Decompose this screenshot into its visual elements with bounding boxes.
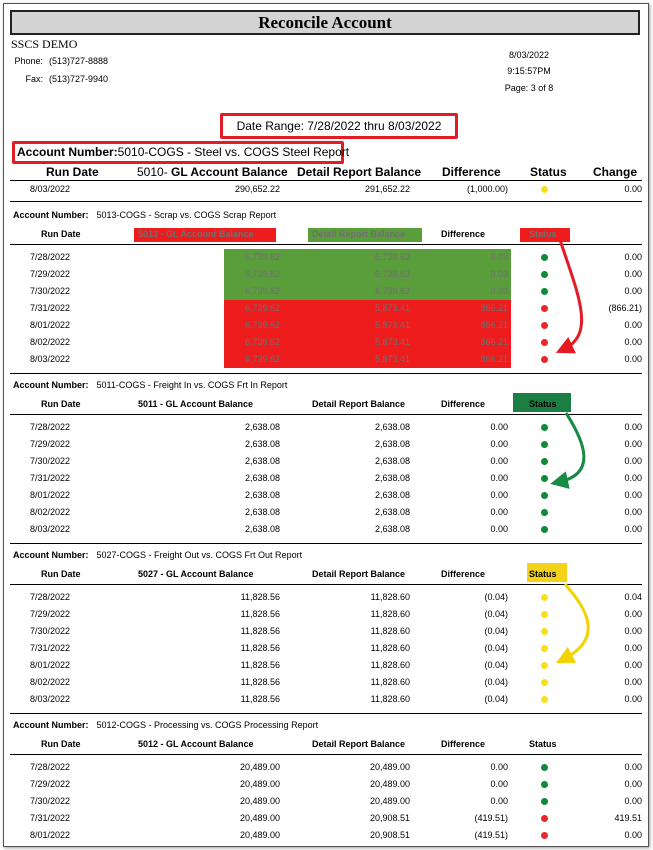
section-header-status: Status: [529, 399, 557, 409]
row-change: 0.00: [624, 320, 642, 330]
row-date: 7/28/2022: [30, 252, 71, 262]
row-date: 7/30/2022: [30, 286, 71, 296]
row-difference: 0.00: [490, 779, 508, 789]
row-gl-balance: 2,638.08: [244, 507, 280, 517]
row-detail-balance: 11,828.60: [370, 609, 410, 619]
page-number: Page: 3 of 8: [504, 83, 554, 93]
row-gl-balance: 11,828.56: [240, 609, 280, 619]
row-change: 0.00: [624, 796, 642, 806]
row-difference: 866.21: [480, 303, 508, 313]
section-header-difference: Difference: [441, 399, 486, 409]
row-gl-balance: 20,489.00: [239, 830, 280, 840]
row-detail-balance: 2,638.08: [374, 456, 410, 466]
section-account-label: Account Number:: [13, 550, 89, 560]
row-date: 7/28/2022: [30, 762, 71, 772]
row-detail-balance: 5,873.41: [374, 354, 410, 364]
row-gl-balance: 6,739.62: [244, 252, 280, 262]
section-header-run-date: Run Date: [41, 569, 81, 579]
row-change: 0.00: [624, 354, 642, 364]
section-header-status: Status: [529, 569, 557, 579]
row-gl-balance: 6,739.62: [244, 354, 280, 364]
company-name: SSCS DEMO: [11, 37, 78, 51]
row-change: 0.00: [624, 269, 642, 279]
row-change: (866.21): [608, 303, 642, 313]
row-change: 0.00: [624, 252, 642, 262]
section-account-value: 5011-COGS - Freight In vs. COGS Frt In Report: [96, 380, 288, 390]
row-gl-balance: 11,828.56: [240, 643, 280, 653]
row-change: 0.00: [624, 626, 642, 636]
annotation-arrows: [4, 4, 649, 847]
row-difference: 0.00: [490, 796, 508, 806]
row-difference: 0.03: [490, 252, 508, 262]
row-change: 0.00: [624, 660, 642, 670]
row-detail-balance: 11,828.60: [370, 660, 410, 670]
row-change: 0.00: [624, 643, 642, 653]
section-account-label: Account Number:: [13, 720, 89, 730]
row-change: 0.00: [624, 490, 642, 500]
row-gl-balance: 11,828.56: [240, 592, 280, 602]
row-date: 8/01/2022: [30, 830, 71, 840]
section-header-gl: 5011 - GL Account Balance: [138, 399, 254, 409]
row-gl-balance: 2,638.08: [244, 490, 280, 500]
row-change: 0.04: [624, 592, 642, 602]
row-difference: 866.21: [480, 337, 508, 347]
row-date: 7/31/2022: [30, 303, 71, 313]
row-change: 0.00: [624, 337, 642, 347]
main-row-detail: 291,652.22: [364, 184, 410, 194]
report-page: [3, 3, 649, 847]
row-detail-balance: 20,908.51: [369, 813, 410, 823]
row-detail-balance: 5,873.41: [374, 337, 410, 347]
row-difference: (0.04): [484, 626, 508, 636]
section-header-run-date: Run Date: [41, 399, 81, 409]
row-date: 8/03/2022: [30, 354, 71, 364]
section-header-status: Status: [529, 229, 557, 239]
section-header-gl: 5012 - GL Account Balance: [138, 739, 254, 749]
row-difference: (0.04): [484, 643, 508, 653]
main-header-gl-prefix: 5010-: [137, 165, 168, 179]
row-gl-balance: 6,739.62: [244, 303, 280, 313]
row-date: 8/03/2022: [30, 524, 71, 534]
main-row-difference: (1,000.00): [466, 184, 508, 194]
row-date: 7/29/2022: [30, 439, 71, 449]
report-date: 8/03/2022: [508, 50, 550, 60]
row-change: 0.00: [624, 507, 642, 517]
section-header-status: Status: [529, 739, 557, 749]
row-change: 0.00: [624, 609, 642, 619]
row-difference: 0.00: [490, 456, 508, 466]
row-difference: (0.04): [484, 677, 508, 687]
phone-label: Phone:: [14, 56, 43, 66]
fax-label: Fax:: [25, 74, 43, 84]
row-gl-balance: 20,489.00: [239, 779, 280, 789]
row-gl-balance: 11,828.56: [240, 677, 280, 687]
row-date: 7/28/2022: [30, 422, 71, 432]
row-gl-balance: 2,638.08: [244, 456, 280, 466]
phone-value: (513)727-8888: [49, 56, 109, 66]
row-difference: 0.03: [490, 269, 508, 279]
fax-value: (513)727-9940: [49, 74, 109, 84]
row-date: 7/29/2022: [30, 269, 71, 279]
main-header-gl-rest: GL Account Balance: [167, 165, 288, 179]
report-time: 9:15:57PM: [507, 66, 551, 76]
row-detail-balance: 2,638.08: [374, 473, 410, 483]
row-gl-balance: 6,739.62: [244, 269, 280, 279]
row-difference: (0.04): [484, 694, 508, 704]
row-gl-balance: 20,489.00: [239, 762, 280, 772]
row-gl-balance: 6,739.62: [244, 320, 280, 330]
row-detail-balance: 20,489.00: [369, 796, 410, 806]
row-gl-balance: 20,489.00: [239, 796, 280, 806]
row-gl-balance: 20,489.00: [239, 813, 280, 823]
row-date: 7/31/2022: [30, 473, 71, 483]
section-account-value: 5013-COGS - Scrap vs. COGS Scrap Report: [96, 210, 277, 220]
main-header-difference: Difference: [442, 165, 501, 179]
row-date: 7/29/2022: [30, 779, 71, 789]
row-date: 7/28/2022: [30, 592, 71, 602]
row-date: 7/29/2022: [30, 609, 71, 619]
section-account-label: Account Number:: [13, 210, 89, 220]
row-difference: (419.51): [474, 813, 508, 823]
row-change: 0.00: [624, 677, 642, 687]
section-header-detail: Detail Report Balance: [312, 399, 406, 409]
row-date: 8/02/2022: [30, 337, 71, 347]
row-change: 0.00: [624, 830, 642, 840]
row-difference: 866.21: [480, 320, 508, 330]
report-title: Reconcile Account: [10, 10, 640, 35]
row-gl-balance: 2,638.08: [244, 422, 280, 432]
row-date: 8/01/2022: [30, 320, 71, 330]
row-difference: (0.04): [484, 660, 508, 670]
row-date: 7/30/2022: [30, 626, 71, 636]
row-difference: 0.00: [490, 524, 508, 534]
row-change: 0.00: [624, 439, 642, 449]
row-detail-balance: 6,739.62: [374, 252, 410, 262]
row-detail-balance: 11,828.60: [370, 694, 410, 704]
row-date: 7/30/2022: [30, 796, 71, 806]
row-detail-balance: 2,638.08: [374, 507, 410, 517]
row-difference: 0.00: [490, 473, 508, 483]
section-account-value: 5012-COGS - Processing vs. COGS Processing Report: [96, 720, 319, 730]
row-detail-balance: 2,638.08: [374, 490, 410, 500]
row-detail-balance: 2,638.08: [374, 439, 410, 449]
main-row-gl: 290,652.22: [234, 184, 280, 194]
section-header-run-date: Run Date: [41, 229, 81, 239]
yellow-arrow: [564, 584, 588, 659]
main-row-change: 0.00: [624, 184, 642, 194]
row-gl-balance: 6,739.62: [244, 286, 280, 296]
section-header-difference: Difference: [441, 569, 486, 579]
row-gl-balance: 11,828.56: [240, 660, 280, 670]
row-difference: (0.04): [484, 609, 508, 619]
main-header-status: Status: [530, 165, 567, 179]
row-detail-balance: 6,739.62: [374, 269, 410, 279]
row-detail-balance: 20,489.00: [369, 779, 410, 789]
section-account-label: Account Number:: [13, 380, 89, 390]
row-difference: 0.00: [490, 422, 508, 432]
row-change: 0.00: [624, 473, 642, 483]
row-date: 7/30/2022: [30, 456, 71, 466]
row-gl-balance: 2,638.08: [244, 524, 280, 534]
row-detail-balance: 20,908.51: [369, 830, 410, 840]
section-header-gl: 5013 - GL Account Balance: [138, 229, 254, 239]
row-detail-balance: 11,828.60: [370, 677, 410, 687]
section-account-value: 5027-COGS - Freight Out vs. COGS Frt Out Report: [96, 550, 303, 560]
row-detail-balance: 5,873.41: [374, 320, 410, 330]
row-change: 0.00: [624, 456, 642, 466]
main-account-value: 5010-COGS - Steel vs. COGS Steel Report: [117, 145, 350, 159]
row-detail-balance: 2,638.08: [374, 524, 410, 534]
row-gl-balance: 11,828.56: [240, 626, 280, 636]
row-change: 0.00: [624, 524, 642, 534]
row-gl-balance: 11,828.56: [240, 694, 280, 704]
row-detail-balance: 5,873.41: [374, 303, 410, 313]
row-change: 0.00: [624, 762, 642, 772]
row-date: 7/31/2022: [30, 813, 71, 823]
row-difference: 0.00: [490, 507, 508, 517]
row-date: 8/03/2022: [30, 694, 71, 704]
row-difference: 0.03: [490, 286, 508, 296]
section-header-gl: 5027 - GL Account Balance: [138, 569, 254, 579]
row-gl-balance: 6,739.62: [244, 337, 280, 347]
row-change: 0.00: [624, 694, 642, 704]
section-header-difference: Difference: [441, 229, 486, 239]
row-difference: 866.21: [480, 354, 508, 364]
row-gl-balance: 2,638.08: [244, 473, 280, 483]
main-header-change: Change: [593, 165, 638, 179]
row-date: 8/01/2022: [30, 660, 71, 670]
row-date: 8/01/2022: [30, 490, 71, 500]
row-date: 7/31/2022: [30, 643, 71, 653]
green-arrow: [559, 413, 584, 482]
row-difference: (419.51): [474, 830, 508, 840]
section-header-run-date: Run Date: [41, 739, 81, 749]
row-change: 0.00: [624, 422, 642, 432]
section-header-detail: Detail Report Balance: [312, 569, 406, 579]
section-header-difference: Difference: [441, 739, 486, 749]
main-row-date: 8/03/2022: [30, 184, 71, 194]
main-header-detail: Detail Report Balance: [297, 165, 422, 179]
main-header-run-date: Run Date: [46, 165, 99, 179]
red-arrow: [560, 240, 582, 349]
row-gl-balance: 2,638.08: [244, 439, 280, 449]
row-difference: (0.04): [484, 592, 508, 602]
row-change: 419.51: [614, 813, 642, 823]
row-detail-balance: 11,828.60: [370, 592, 410, 602]
row-detail-balance: 11,828.60: [370, 626, 410, 636]
row-change: 0.00: [624, 286, 642, 296]
row-detail-balance: 6,739.62: [374, 286, 410, 296]
section-header-detail: Detail Report Balance: [312, 229, 406, 239]
date-range: Date Range: 7/28/2022 thru 8/03/2022: [220, 113, 458, 139]
row-date: 8/02/2022: [30, 677, 71, 687]
row-detail-balance: 2,638.08: [374, 422, 410, 432]
main-account-label: Account Number:: [17, 145, 118, 159]
row-difference: 0.00: [490, 439, 508, 449]
row-change: 0.00: [624, 779, 642, 789]
row-difference: 0.00: [490, 490, 508, 500]
row-detail-balance: 20,489.00: [369, 762, 410, 772]
section-header-detail: Detail Report Balance: [312, 739, 406, 749]
row-detail-balance: 11,828.60: [370, 643, 410, 653]
row-date: 8/02/2022: [30, 507, 71, 517]
row-difference: 0.00: [490, 762, 508, 772]
